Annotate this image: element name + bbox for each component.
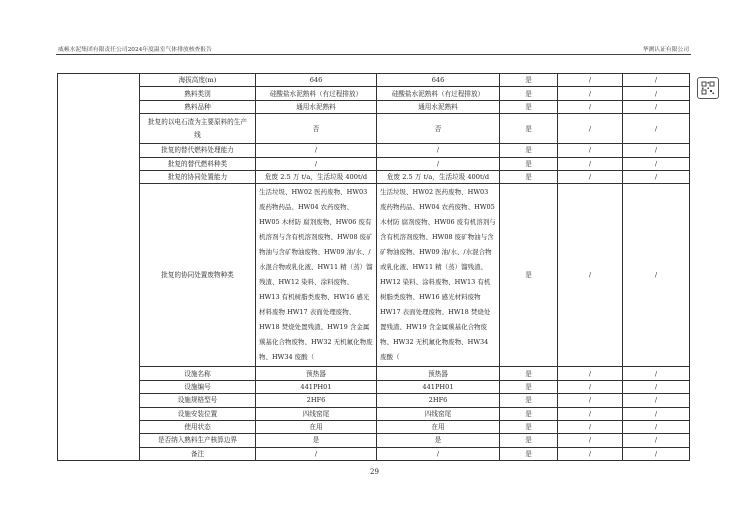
slash-cell: / (558, 100, 623, 113)
row-label: 批复的协同处置能力 (140, 170, 256, 183)
row-label: 设施编号 (140, 380, 256, 393)
value-cell: 预热器 (377, 367, 500, 380)
slash-cell: / (623, 114, 690, 144)
value-cell: / (377, 144, 500, 157)
slash-cell: / (623, 367, 690, 380)
conformity-cell: 是 (500, 114, 558, 144)
slash-cell: / (558, 144, 623, 157)
value-cell: 646 (256, 74, 377, 87)
slash-cell: / (623, 447, 690, 460)
value-cell: 否 (256, 114, 377, 144)
table-row (58, 434, 690, 447)
value-cell: 四线窑尾 (256, 407, 377, 420)
row-label: 使用状态 (140, 420, 256, 433)
slash-cell: / (623, 184, 690, 367)
row-label: 设施名称 (140, 367, 256, 380)
row-label: 是否纳入熟料生产核算边界 (140, 434, 256, 447)
conformity-cell: 是 (500, 170, 558, 183)
qr-code-icon[interactable] (697, 77, 719, 99)
qr-code-glyph (701, 81, 715, 95)
value-cell: 在用 (256, 420, 377, 433)
slash-cell: / (623, 157, 690, 170)
table-row (58, 407, 690, 420)
slash-cell: / (623, 74, 690, 87)
table-row (58, 100, 690, 113)
row-label: 设施规格型号 (140, 394, 256, 407)
value-cell: / (256, 447, 377, 460)
slash-cell: / (558, 447, 623, 460)
value-cell: 通用水泥熟料 (377, 100, 500, 113)
slash-cell: / (558, 407, 623, 420)
value-cell: 危废 2.5 万 t/a，生活垃圾 400t/d (377, 170, 500, 183)
row-label: 批复的替代燃料种类 (140, 157, 256, 170)
table-row (58, 144, 690, 157)
conformity-cell: 是 (500, 447, 558, 460)
conformity-cell: 是 (500, 394, 558, 407)
table-row (58, 184, 690, 367)
slash-cell: / (558, 380, 623, 393)
conformity-cell: 是 (500, 74, 558, 87)
row-label-line: 线 (194, 130, 201, 139)
page-number: 29 (370, 468, 379, 476)
row-label (140, 114, 256, 144)
value-cell: 危废 2.5 万 t/a，生活垃圾 400t/d (256, 170, 377, 183)
row-label: 批复的协同处置废物种类 (140, 184, 256, 367)
slash-cell: / (558, 170, 623, 183)
slash-cell: / (558, 87, 623, 100)
value-cell: 否 (377, 114, 500, 144)
value-cell: 441PH01 (256, 380, 377, 393)
table-row (58, 420, 690, 433)
value-cell: / (377, 157, 500, 170)
conformity-cell: 是 (500, 157, 558, 170)
merged-left-cell (58, 74, 140, 461)
table-row (58, 447, 690, 460)
value-cell: 646 (377, 74, 500, 87)
header-divider (56, 54, 691, 55)
table-row (58, 394, 690, 407)
slash-cell: / (558, 394, 623, 407)
value-cell: 2HF6 (377, 394, 500, 407)
slash-cell: / (623, 87, 690, 100)
slash-cell: / (558, 157, 623, 170)
value-cell: 是 (256, 434, 377, 447)
waste-types-text: 生活垃圾、HW02 医药废物、HW03 废药物药品、HW04 农药废物、HW05 木材防 腐剂废物、HW06 废有机溶剂与含有机溶剂废物、HW08 废矿物油与含矿物油废物、HW09 油/水、/水混合物或乳化液、HW11 精（蒸）馏残渣、HW12 染料、涂料废物、HW13 有机树脂类废物、HW16 感光材料废物 HW17 表面处理废物、HW18 焚烧处置残渣、HW19 含金属羰基化合物废物、HW32 无机氟化物废物、HW34 废酸（ (377, 184, 500, 367)
value-cell: 在用 (377, 420, 500, 433)
slash-cell: / (558, 184, 623, 367)
table-row (58, 87, 690, 100)
value-cell: 预热器 (256, 367, 377, 380)
table-row (58, 380, 690, 393)
slash-cell: / (558, 114, 623, 144)
row-label: 熟料品种 (140, 100, 256, 113)
slash-cell: / (623, 144, 690, 157)
conformity-cell: 是 (500, 144, 558, 157)
slash-cell: / (558, 434, 623, 447)
table-row (58, 367, 690, 380)
verification-table (57, 73, 690, 461)
value-cell: / (377, 447, 500, 460)
slash-cell: / (623, 394, 690, 407)
row-label: 批复的替代燃料处理能力 (140, 144, 256, 157)
waste-types-text: 生活垃圾、HW02 医药废物、HW03 废药物药品、HW04 农药废物、HW05 木材防 腐剂废物、HW06 废有机溶剂与含有机溶剂废物、HW08 废矿物油与含矿物油废物、HW09 油/水、/水混合物或乳化液、HW11 精（蒸）馏残渣、HW12 染料、涂料废物、HW13 有机树脂类废物、HW16 感光材料废物 HW17 表面处理废物、HW18 焚烧处置残渣、HW19 含金属羰基化合物废物、HW32 无机氟化物废物、HW34 废酸（ (256, 184, 377, 367)
header-left-text: 威顿水泥集团有限责任公司2024年度温室气体排放核查报告 (58, 47, 212, 53)
slash-cell: / (623, 434, 690, 447)
value-cell: 441PH01 (377, 380, 500, 393)
table-row (58, 114, 690, 144)
value-cell: 硅酸盐水泥熟料（有过程排放） (377, 87, 500, 100)
table-row (58, 170, 690, 183)
value-cell: 2HF6 (256, 394, 377, 407)
conformity-cell: 是 (500, 367, 558, 380)
slash-cell: / (623, 380, 690, 393)
conformity-cell: 是 (500, 100, 558, 113)
table-row (58, 157, 690, 170)
header-right-text: 华测认证有限公司 (642, 47, 689, 53)
conformity-cell: 是 (500, 407, 558, 420)
slash-cell: / (558, 420, 623, 433)
slash-cell: / (558, 74, 623, 87)
conformity-cell: 是 (500, 434, 558, 447)
conformity-cell: 是 (500, 380, 558, 393)
row-label: 设施安装位置 (140, 407, 256, 420)
slash-cell: / (558, 367, 623, 380)
value-cell: 通用水泥熟料 (256, 100, 377, 113)
slash-cell: / (623, 170, 690, 183)
conformity-cell: 是 (500, 420, 558, 433)
value-cell: 硅酸盐水泥熟料（有过程排放） (256, 87, 377, 100)
slash-cell: / (623, 420, 690, 433)
value-cell: / (256, 144, 377, 157)
value-cell: 是 (377, 434, 500, 447)
slash-cell: / (623, 100, 690, 113)
conformity-cell: 是 (500, 184, 558, 367)
row-label: 海拔高度(m) (140, 74, 256, 87)
row-label-line: 批复的以电石渣为主要原料的生产 (148, 117, 247, 126)
value-cell: / (256, 157, 377, 170)
slash-cell: / (623, 407, 690, 420)
row-label: 备注 (140, 447, 256, 460)
row-label: 熟料类别 (140, 87, 256, 100)
conformity-cell: 是 (500, 87, 558, 100)
value-cell: 四线窑尾 (377, 407, 500, 420)
table-row (58, 74, 690, 87)
